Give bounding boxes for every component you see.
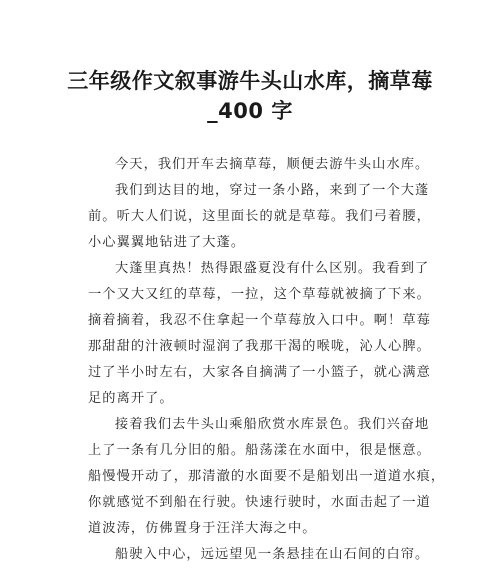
body-line-9: 过了半小时左右，大家各自摘满了一小篮子，就心满意 — [88, 365, 431, 380]
body-line-7: 摘着摘着，我忍不住拿起一个草莓放入口中。啊！草莓 — [88, 313, 431, 328]
article-title-line-2: _400 字 — [207, 99, 293, 123]
body-line-16: 船驶入中心，远远望见一条悬挂在山石间的白帘。 — [115, 547, 430, 562]
body-line-4: 小心翼翼地钻进了大蓬。 — [88, 235, 246, 250]
article-body — [88, 152, 446, 568]
body-line-1: 今天，我们开车去摘草莓，顺便去游牛头山水库。 — [115, 157, 430, 172]
body-line-10: 足的离开了。 — [88, 391, 174, 406]
body-line-5: 大蓬里真热！热得跟盛夏没有什么区别。我看到了 — [115, 261, 430, 276]
body-line-8: 那甜甜的汁液顿时湿润了我那干渴的喉咙，沁人心脾。 — [88, 339, 431, 354]
body-line-2: 我们到达目的地，穿过一条小路，来到了一个大蓬 — [115, 183, 430, 198]
body-line-3: 前。听大人们说，这里面长的就是草莓。我们弓着腰， — [88, 209, 431, 224]
article-title — [40, 66, 460, 126]
body-line-6: 一个又大又红的草莓，一拉，这个草莓就被摘了下来。 — [88, 287, 431, 302]
body-line-11: 接着我们去牛头山乘船欣赏水库景色。我们兴奋地 — [115, 417, 430, 432]
body-line-15: 道波涛，仿佛置身于汪洋大海之中。 — [88, 521, 317, 536]
body-line-13: 船慢慢开动了，那清澈的水面要不是船划出一道道水痕， — [88, 469, 446, 484]
body-line-12: 上了一条有几分旧的船。船荡漾在水面中，很是惬意。 — [88, 443, 431, 458]
article-title-line-1: 三年级作文叙事游牛头山水库，摘草莓 — [67, 69, 433, 93]
body-line-14: 你就感觉不到船在行驶。快速行驶时，水面击起了一道 — [88, 495, 431, 510]
